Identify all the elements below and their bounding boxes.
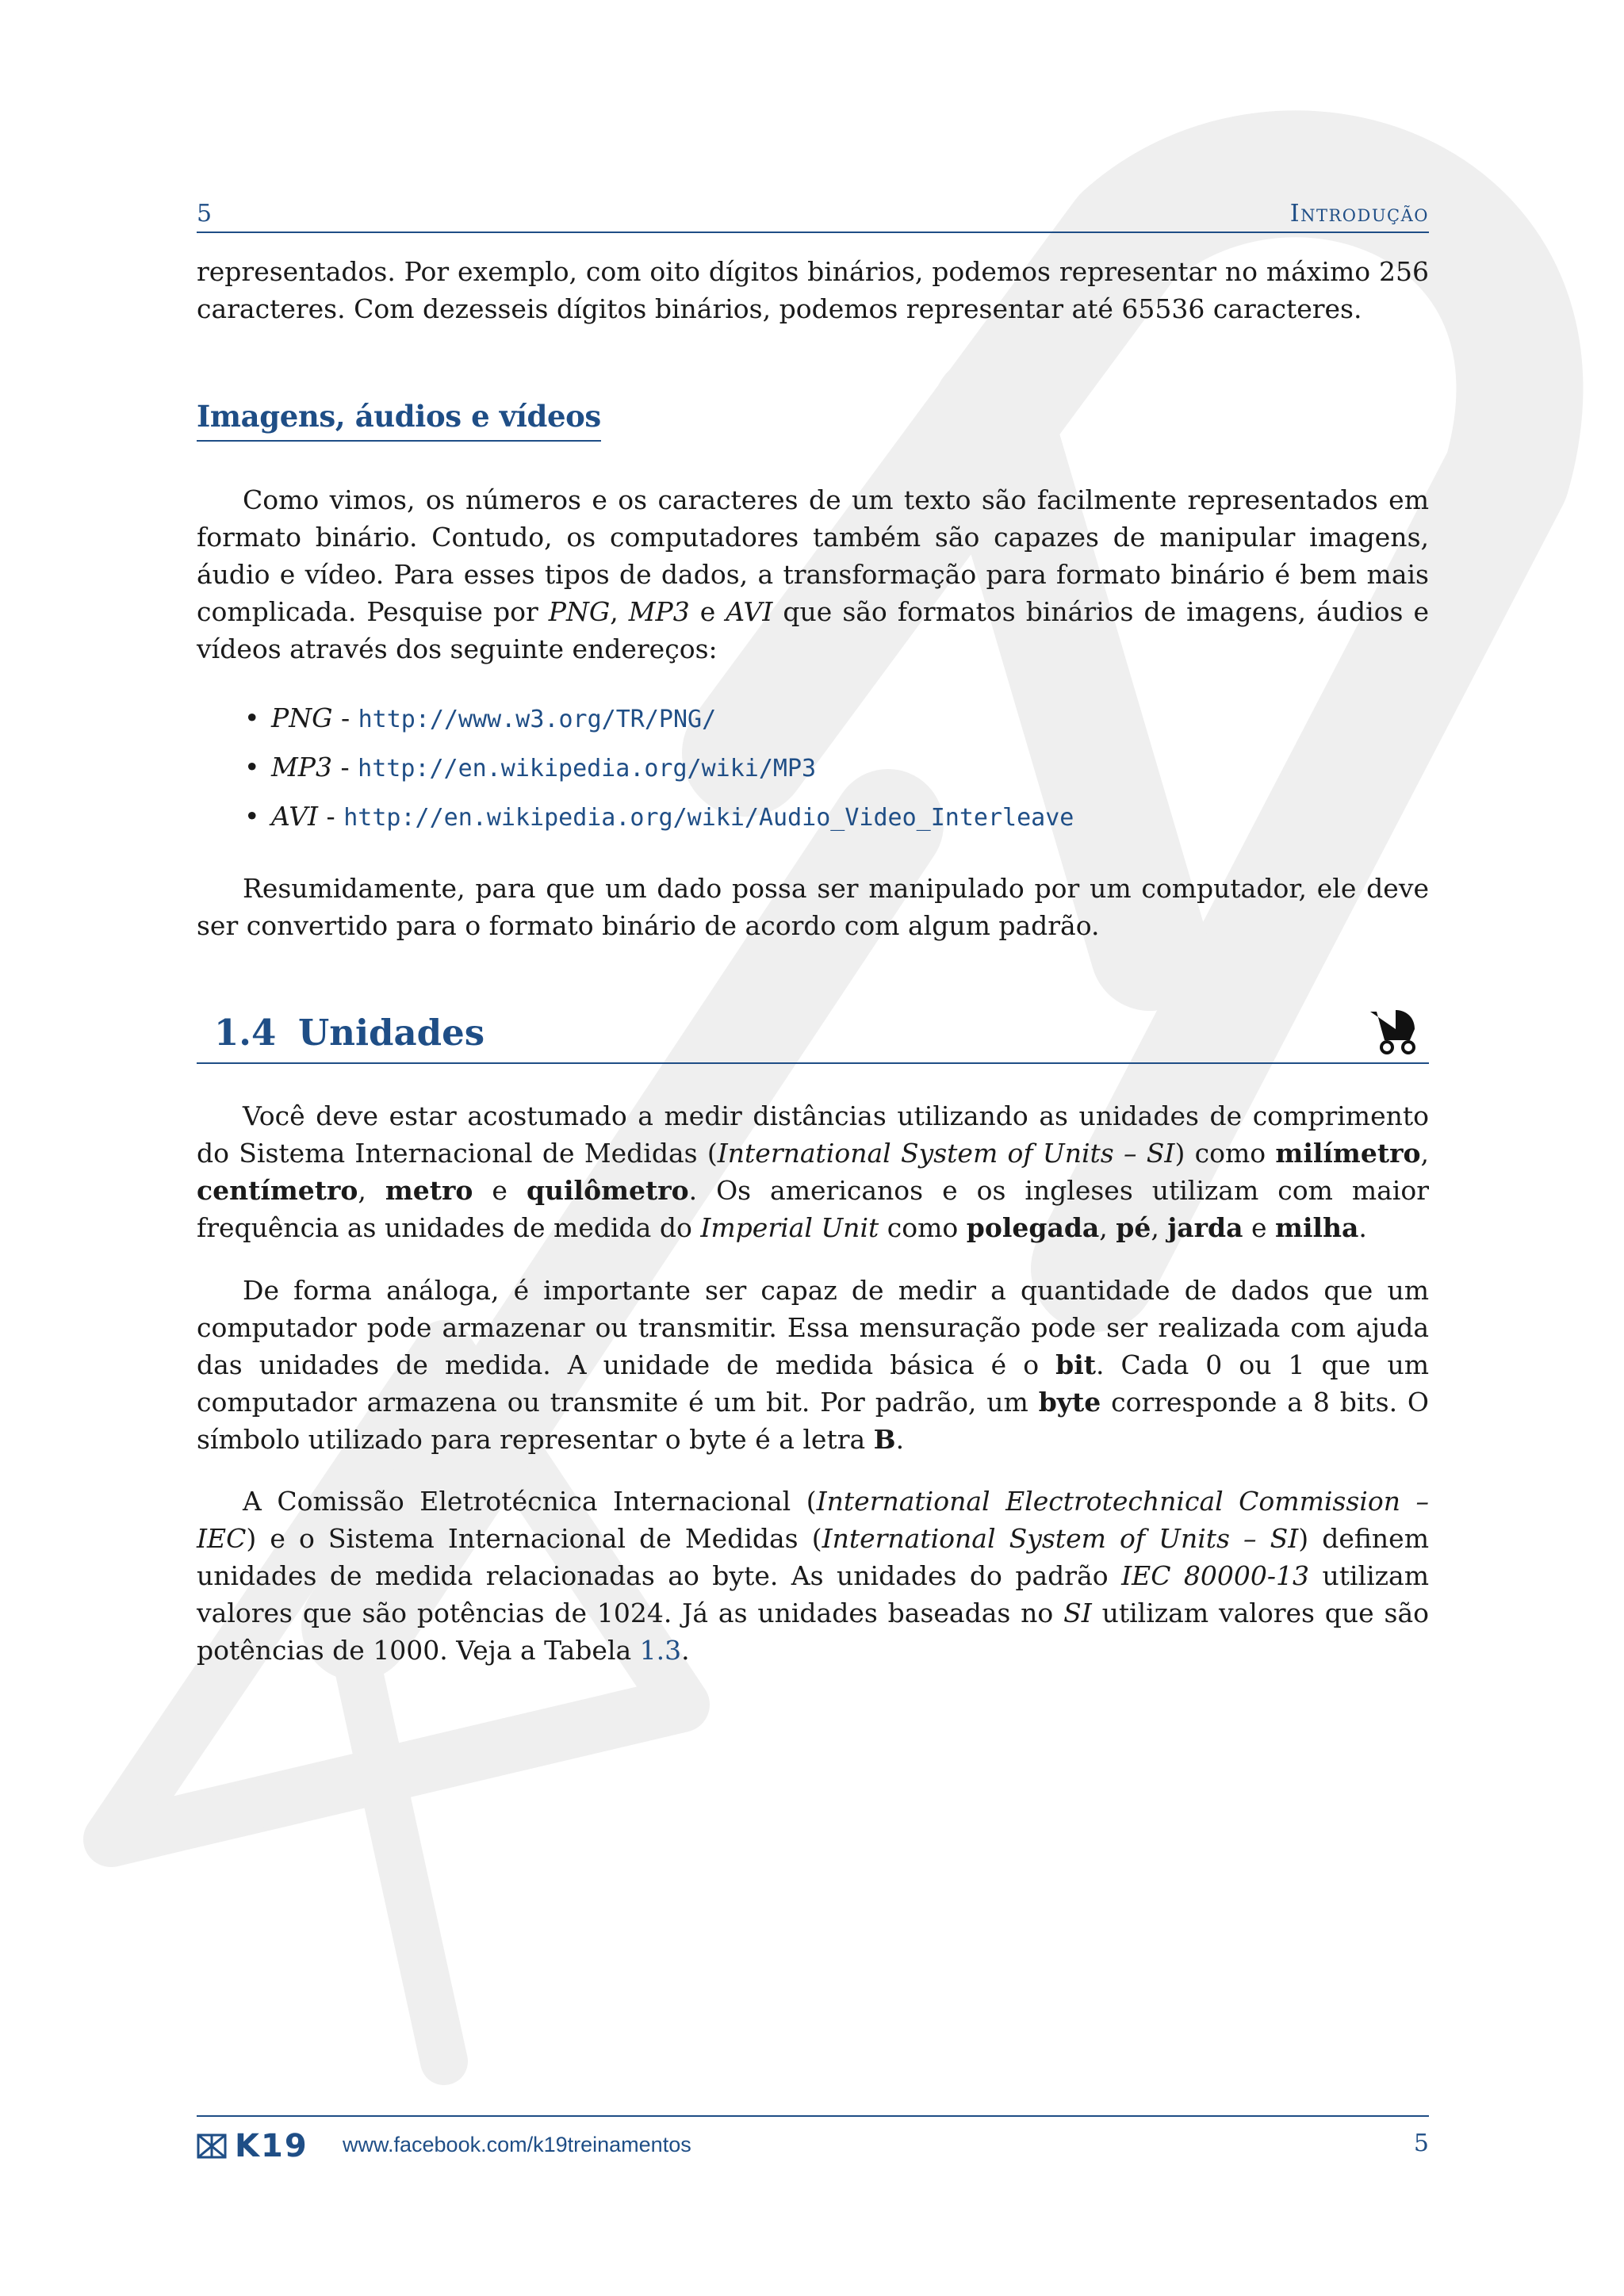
facebook-link[interactable]: www.facebook.com/k19treinamentos	[343, 2133, 691, 2156]
list-item: • PNG - http://www.w3.org/TR/PNG/	[244, 702, 717, 733]
mp3-link[interactable]: http://en.wikipedia.org/wiki/MP3	[358, 755, 817, 783]
subsection-paragraph-1: Como vimos, os números e os caracteres de um texto são facilmente representados em formato binário. Contudo, os computadores também são capazes de manipular imagens, áudio e vídeo. Para esses tipos de dados, a transformação para formato binário é bem mais complicada. Pesquise por PNG, MP3 e AVI que são formatos binários de imagens, áudios e vídeos através dos seguinte endereços:	[197, 484, 1429, 664]
avi-link[interactable]: http://en.wikipedia.org/wiki/Audio_Video_Interleave	[343, 804, 1074, 832]
baby-carriage-icon	[1365, 1005, 1421, 1054]
subsection-title: Imagens, áudios e vídeos	[197, 399, 601, 442]
page-footer	[197, 2115, 1429, 2164]
table-reference-link[interactable]: 1.3	[639, 1635, 682, 1666]
list-item: • MP3 - http://en.wikipedia.org/wiki/MP3	[244, 752, 817, 783]
format-links-list	[197, 699, 1429, 847]
section-heading	[197, 1005, 1429, 1064]
section-title: Unidades	[298, 1012, 485, 1054]
png-link[interactable]: http://www.w3.org/TR/PNG/	[358, 706, 717, 733]
header-page-number: 5	[197, 200, 213, 228]
section-paragraph-3: A Comissão Eletrotécnica Internacional (International Electrotechnical Commission – IEC) e o Sistema Internacional de Medidas (International System of Units – SI) definem unidades de medida relacionadas ao byte. As unidades do padrão IEC 80000-13 utilizam valores que são potências de 1024. Já as unidades baseadas no SI utilizam valores que são potências de 1000. Veja a Tabela 1.3.	[197, 1486, 1430, 1666]
list-item: • AVI - http://en.wikipedia.org/wiki/Audio_Video_Interleave	[244, 801, 1074, 832]
header-chapter-title: Introdução	[1289, 200, 1429, 228]
footer-page-number: 5	[1413, 2130, 1429, 2157]
section-paragraph-1: Você deve estar acostumado a medir distâncias utilizando as unidades de comprimento do Sistema Internacional de Medidas (International System of Units – SI) como milímetro, centímetro, metro e quilômetro. Os americanos e os ingleses utilizam com maior frequência as unidades de medida do Imperial Unit como polegada, pé, jarda e milha.	[197, 1100, 1430, 1243]
section-number: 1.4	[214, 1012, 277, 1054]
k19-logo-text: K19	[235, 2128, 308, 2164]
intro-paragraph: representados. Por exemplo, com oito dígitos binários, podemos representar no máximo 256 caracteres. Com dezesseis dígitos binários, podemos representar até 65536 caracteres.	[197, 256, 1429, 324]
running-header	[197, 197, 1429, 233]
subsection-paragraph-2: Resumidamente, para que um dado possa ser manipulado por um computador, ele deve ser convertido para o formato binário de acordo com algum padrão.	[197, 873, 1429, 941]
section-paragraph-2: De forma análoga, é importante ser capaz de medir a quantidade de dados que um computador pode armazenar ou transmitir. Essa mensuração pode ser realizada com ajuda das unidades de medida. A unidade de medida básica é o bit. Cada 0 ou 1 que um computador armazena ou transmite é um bit. Por padrão, um byte corresponde a 8 bits. O símbolo utilizado para representar o byte é a letra B.	[197, 1275, 1430, 1455]
